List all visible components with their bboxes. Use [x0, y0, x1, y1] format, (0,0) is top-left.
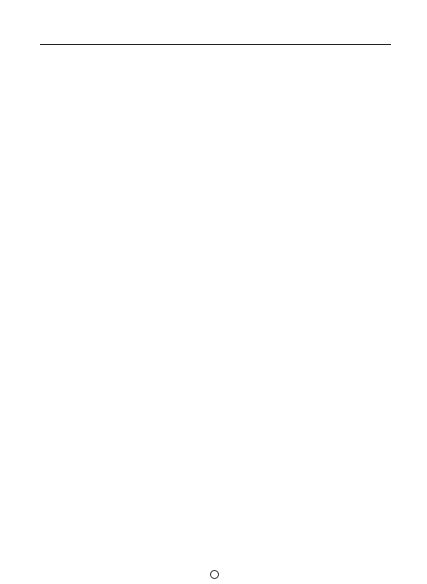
- cc-license-icon: [210, 570, 219, 579]
- header-rule: [40, 44, 391, 45]
- license-footer: [40, 570, 391, 579]
- left-column: [40, 54, 212, 62]
